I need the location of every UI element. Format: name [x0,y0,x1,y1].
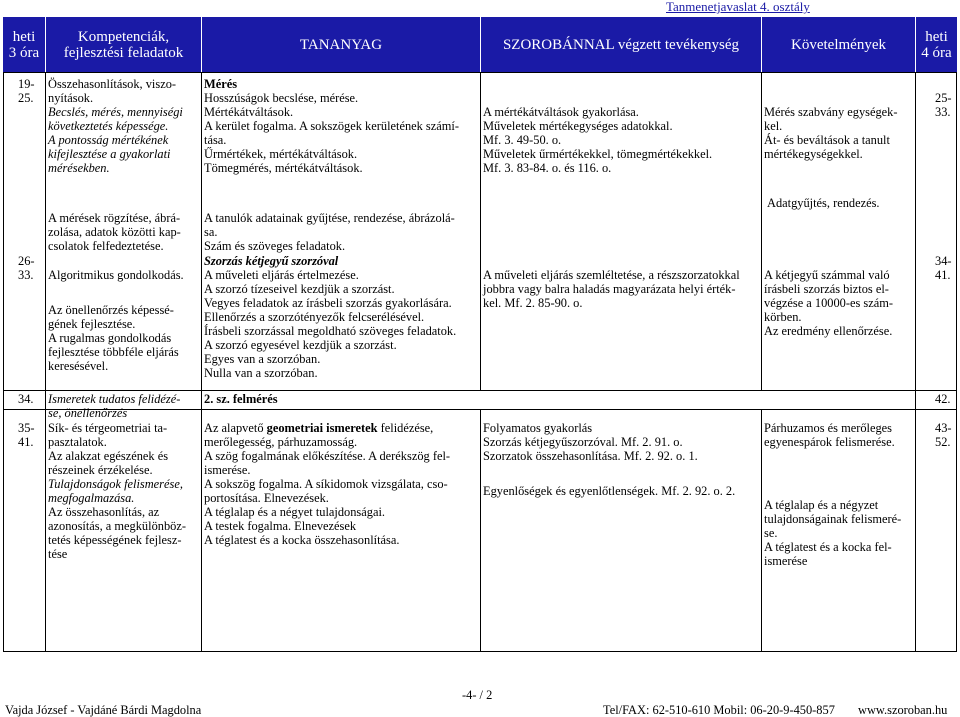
footer-authors: Vajda József - Vajdáné Bárdi Magdolna [5,703,202,717]
row4-curriculum: Az alapvető geometriai ismeretek felidézése, merőlegesség, párhuzamosság. A szög fogalmának előkészítése. A derékszög fel- ismerése. A sokszög fogalma. A síkidomok vizsgálata, cso- portosítása. Elnevezések. A téglalap és a négyet tulajdonságai. A testek fogalma. Elnevezések A téglatest és a kocka összehasonlítása. [204,421,451,547]
row3-competency: Ismeretek tudatos felidézé- se, önellenőrzés [48,392,181,420]
row4-hours-3: 35- 41. [18,421,35,449]
footer-website[interactable]: www.szoroban.hu [858,703,948,717]
row2-curriculum: Szorzás kétjegyű szorzóval A műveleti eljárás értelmezése. A szorzó tízeseivel kezdjük a szorzást. Vegyes feladatok az írásbeli szorzás gyakorlására. Ellenőrzés a szorzótényezők felcserélésével. Írásbeli szorzással megoldható szöveges feladatok. A szorzó egyesével kezdjük a szorzást. Egyes van a szorzóban. Nulla van a szorzóban. [204,254,457,380]
table-divider [201,72,202,652]
table-header [3,17,957,72]
header-text: 3 óra [8,44,40,61]
table-divider [761,409,762,652]
header-text: TANANYAG [299,36,383,53]
row2-soroban: A műveleti eljárás szemléltetése, a részszorzatokkal jobbra vagy balra haladás magyarázata helyi érték- kel. Mf. 2. 85-90. o. [483,268,740,310]
page-number: -4- / 2 [462,688,493,702]
row1-hours-4: 25- 33. [935,91,952,119]
header-text: Követelmények [791,36,886,53]
table-divider [915,72,916,652]
header-competencies [46,17,201,72]
row3-hours-4: 42. [935,392,951,406]
row1-hours-3: 19- 25. [18,77,35,105]
row1-soroban: A mértékátváltások gyakorlása. Műveletek mértékegységes adatokkal. Mf. 3. 49-50. o. Műveletek űrmértékekkel, tömegmértékekkel. Mf. 3. 83-84. o. és 116. o. [483,105,713,175]
row4-hours-4: 43- 52. [935,421,952,449]
table-divider [45,72,46,652]
header-text: Kompetenciák, [77,28,170,45]
row1-requirements: Mérés szabvány egységek- kel. Át- és beváltások a tanult mértékegységekkel. [764,105,898,161]
header-text: heti [12,28,36,45]
header-requirements [762,17,915,72]
row2-competency: Algoritmikus gondolkodás. [48,268,184,282]
table-divider [761,72,762,390]
row1-curriculum-2: A tanulók adatainak gyűjtése, rendezése, ábrázolá- sa. Szám és szöveges feladatok. [204,211,455,253]
row2-competency-2: Az önellenőrzés képessé- gének fejlesztése. A rugalmas gondolkodás fejlesztése többféle eljárás keresésével. [48,303,179,373]
row1-requirements-2: Adatgyűjtés, rendezés. [767,196,880,210]
header-text: SZOROBÁNNAL végzett tevékenység [502,36,740,53]
row4-requirements: Párhuzamos és merőleges egyenespárok felismerése. [764,421,895,449]
row4-competency: Sík- és térgeometriai ta- pasztalatok. Az alakzat egészének és részeinek érzékelése. Tulajdonságok felismerése, megfogalmazása. Az összehasonlítás, az azonosítás, a megkülönböz- tetés képességének fejlesz- tése [48,421,186,561]
document-title: Tanmenetjavaslat 4. osztály [666,0,810,14]
header-text: 4 óra [921,44,952,61]
row4-requirements-2: A téglalap és a négyzet tulajdonságainak felismeré- se. A téglatest és a kocka fel- ismerése [764,498,902,568]
row2-hours-3: 26- 33. [18,254,35,282]
header-soroban-activity [481,17,761,72]
table-divider [480,72,481,390]
footer-contact: Tel/FAX: 62-510-610 Mobil: 06-20-9-450-857 [603,703,835,717]
row1-competency-2: A mérések rögzítése, ábrá- zolása, adatok közötti kap- csolatok felfedeztetése. [48,211,181,253]
table-divider [480,409,481,652]
row2-hours-4: 34- 41. [935,254,952,282]
header-text: heti [925,28,948,45]
header-weekly-4h [916,17,957,72]
row2-requirements: A kétjegyű számmal való írásbeli szorzás biztos el- végzése a 10000-es szám- körben. Az eredmény ellenőrzése. [764,268,894,338]
header-curriculum [202,17,480,72]
header-weekly-3h [3,17,45,72]
row4-soroban-2: Egyenlőségek és egyenlőtlenségek. Mf. 2. 92. o. 2. [483,484,736,498]
row3-hours-3: 34. [18,392,34,406]
row1-curriculum: Mérés Hosszúságok becslése, mérése. Mértékátváltások. A kerület fogalma. A sokszögek kerületének számí- tása. Űrmértékek, mértékátváltások. Tömegmérés, mértékátváltások. [204,77,459,175]
row3-assessment: 2. sz. felmérés [204,392,278,406]
header-text: fejlesztési feladatok [63,44,184,61]
row1-competency: Összehasonlítások, viszo- nyítások. Becslés, mérés, mennyiségi következtetés képessége. A pontosság mértékének kifejlesztése a gyakorlati mérésekben. [48,77,183,175]
row4-soroban: Folyamatos gyakorlás Szorzás kétjegyűszorzóval. Mf. 2. 91. o. Szorzatok összehasonlítása. Mf. 2. 92. o. 1. [483,421,698,463]
row-divider [3,390,957,391]
